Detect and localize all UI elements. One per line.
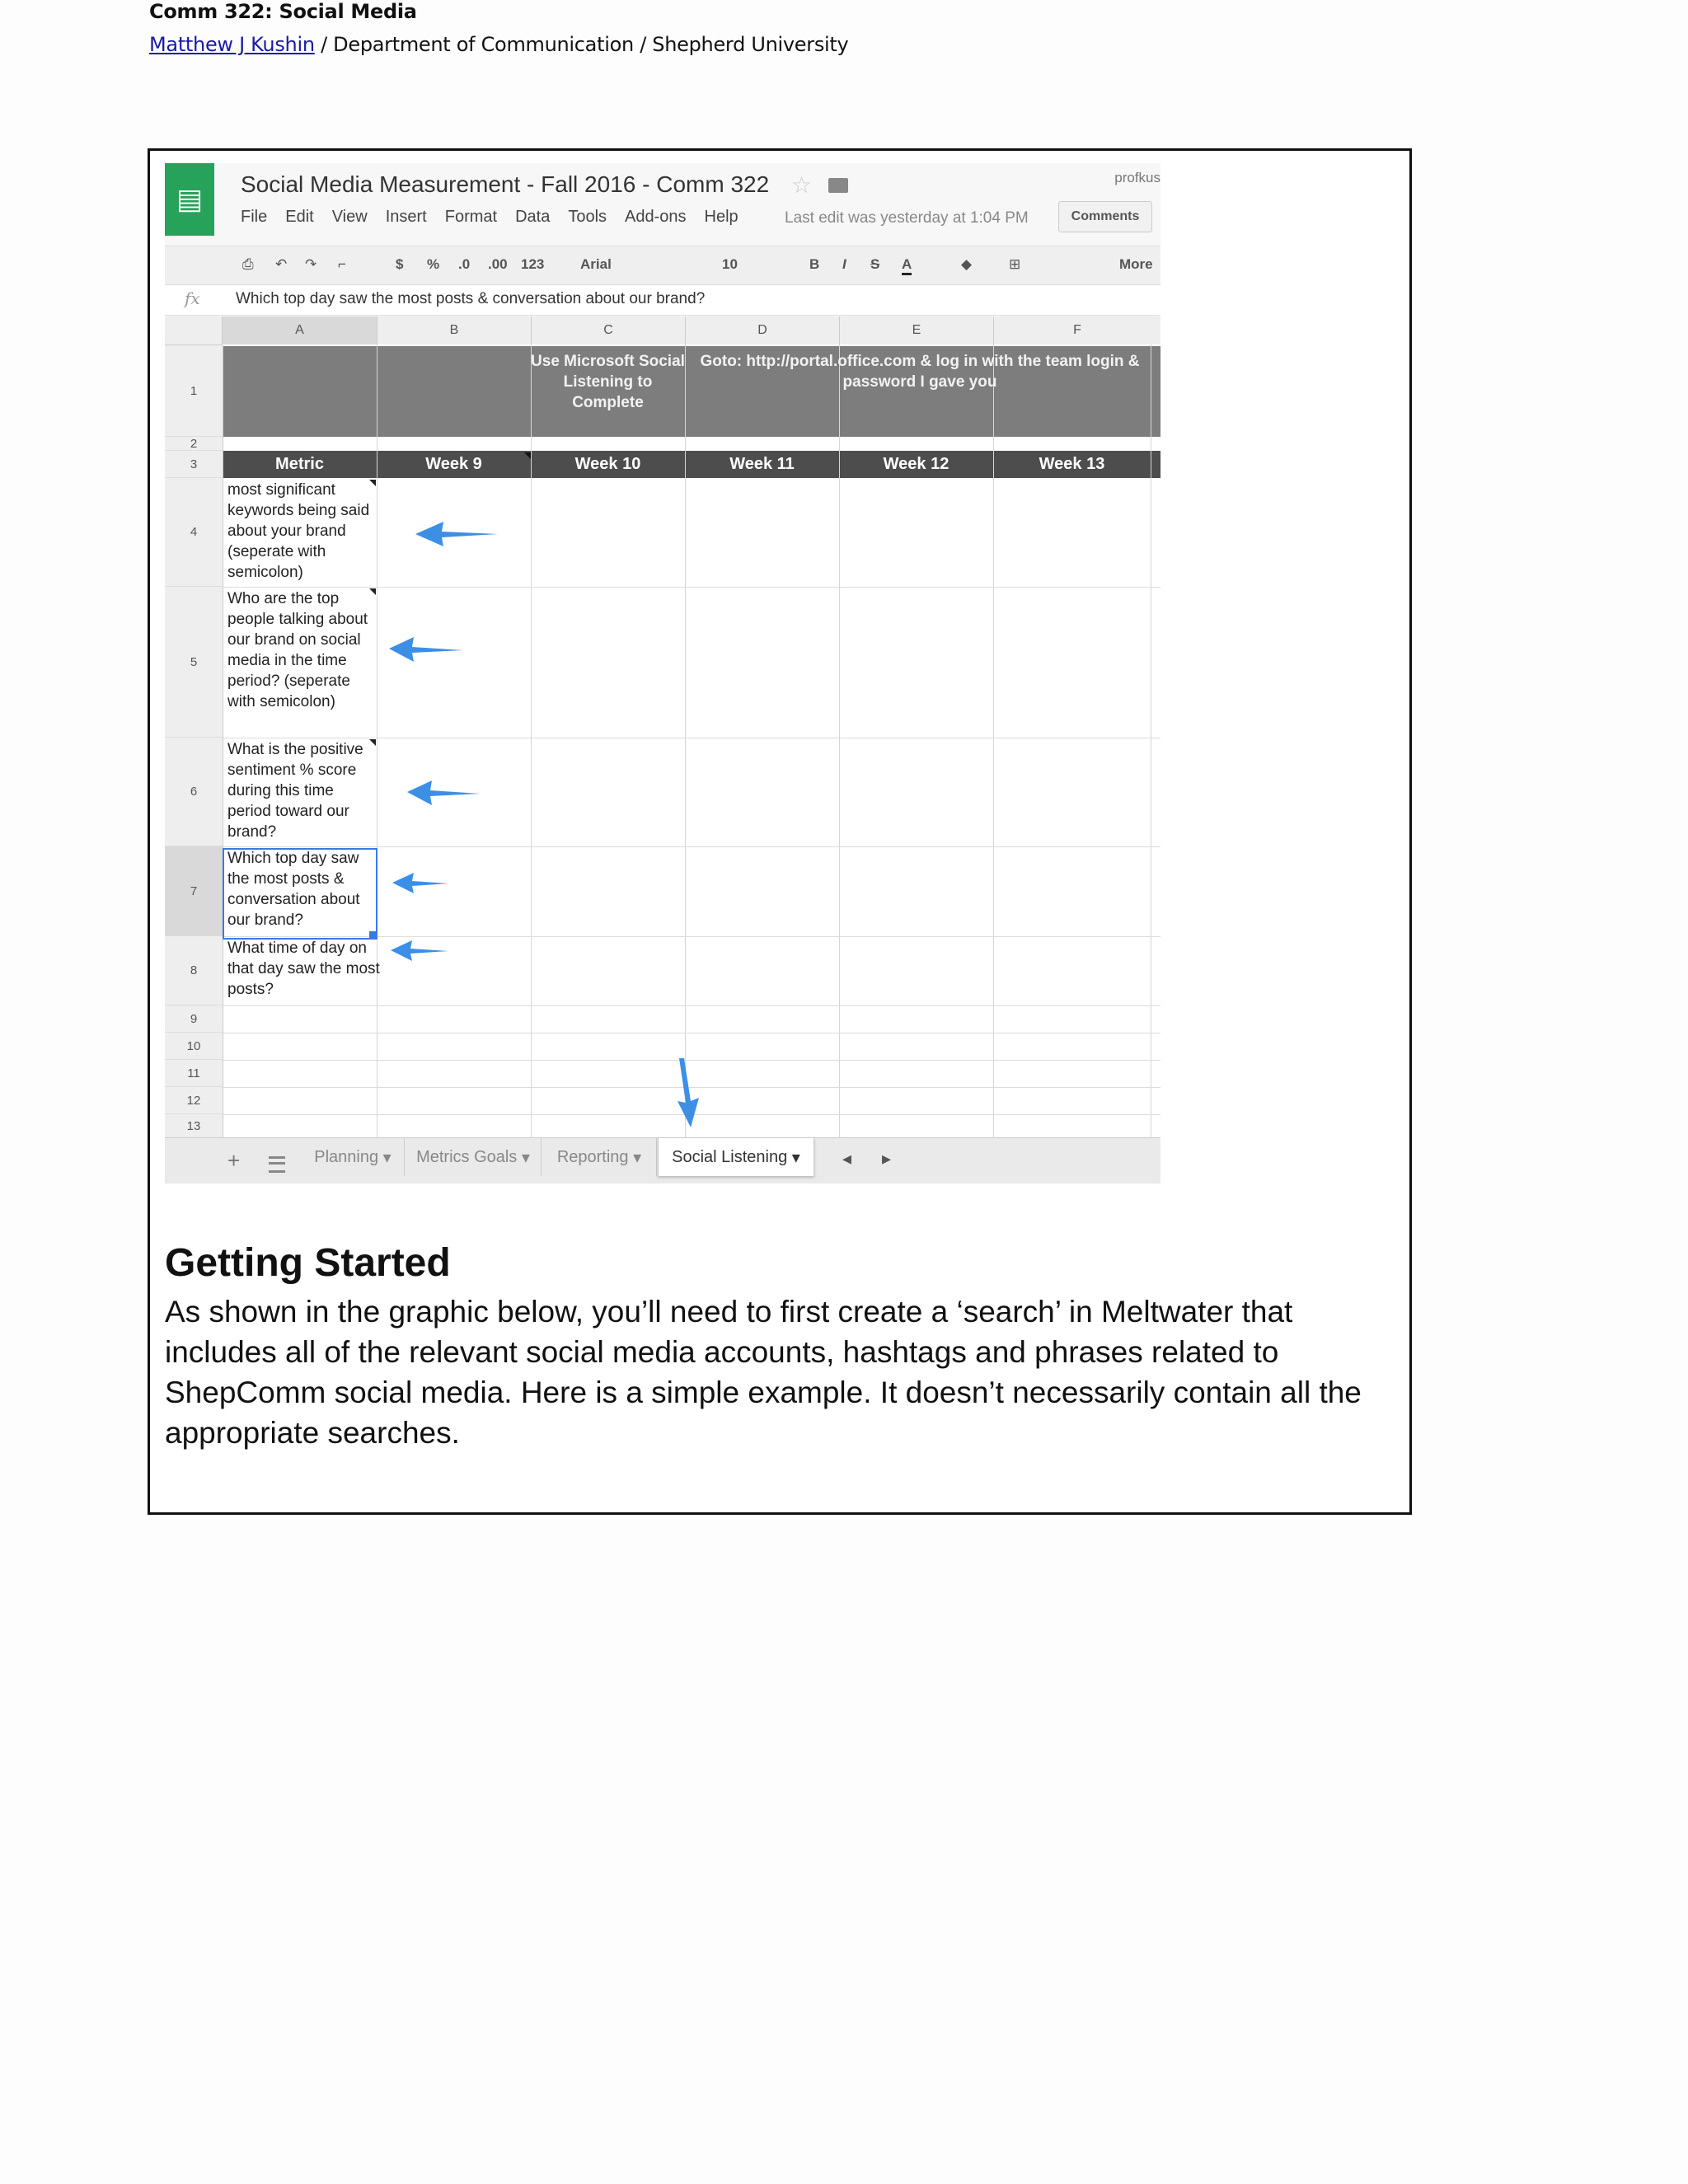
more-button: More [1119,256,1153,272]
print-icon: ⎙ [242,256,254,272]
sheet-doc-title: Social Media Measurement - Fall 2016 - Comm 322 [241,171,770,197]
menu-view: View [331,208,368,226]
decimal-less-button: .0 [458,256,471,272]
folder-icon [828,178,848,193]
note-microsoft-listening: Use Microsoft Social Listening to Complete [531,353,685,411]
column-header-c: C [532,316,686,345]
row-header: 5 [165,587,223,738]
tab-metrics-goals: Metrics Goals ▾ [406,1138,542,1176]
comment-marker [524,452,531,459]
row-header: 12 [165,1087,223,1114]
byline [149,25,848,64]
menu-help: Help [704,208,738,226]
menu-format: Format [444,208,498,226]
function-icon: fx [185,288,200,308]
fill-handle [369,931,376,938]
metric-cell: Who are the top people talking about our brand on social media in the time period? (seperate with semicolon) [227,590,368,710]
row-header: 1 [165,345,223,437]
tab-label: Planning [314,1147,379,1166]
sheet-list-icon [269,1156,285,1173]
column-header-b: B [377,316,532,345]
section-body: As shown in the graphic below, you’ll need to first create a ‘search’ in Meltwater that includes all of the relevant social media accounts, hashtags and phrases related to ShepComm social media. Here is a simple example. It doesn’t necessarily contain all the appropriate searches. [165,1295,1362,1450]
column-header-e: E [840,316,994,345]
header-cell-week-9: Week 9 [425,455,482,473]
spreadsheet-screenshot [165,163,1160,1183]
header-cell-week-12: Week 12 [883,455,950,473]
row-header: 9 [165,1005,223,1033]
bold-button: B [809,256,820,272]
tab-label: Metrics Goals [416,1147,518,1166]
paint-format-icon: ⌐ [338,256,346,272]
text-color-button: A [902,256,912,275]
tab-scroll-right-icon: ▸ [882,1148,892,1169]
row-header: 6 [165,738,223,846]
spreadsheet-logo-icon: ▤ [165,163,214,236]
undo-icon: ↶ [275,256,288,272]
strike-button: S [870,256,880,272]
menu-file: File [241,208,268,226]
content-box [148,148,1412,1515]
arrow-left-icon [412,513,501,553]
toolbar [165,246,1160,285]
sheet-tabs-bar [165,1137,1160,1183]
menu-bar [241,208,738,227]
tab-label: Reporting [556,1147,629,1166]
selected-cell-outline [223,848,377,940]
menu-data: Data [515,208,551,226]
select-all-corner [165,316,223,345]
redo-icon: ↷ [305,256,317,272]
font-select: Arial [580,256,612,272]
tab-social-listening: Social Listening ▾ [658,1138,814,1176]
tab-label: Social Listening [672,1147,788,1166]
grid-line [223,1005,1160,1006]
note-portal-login: Goto: http://portal.office.com & log in with the team login & password I gave you [700,353,1140,391]
row-header: 3 [165,451,223,478]
menu-tools: Tools [568,208,607,226]
italic-button: I [842,256,846,272]
formula-bar [165,285,1160,316]
document-header [149,0,848,64]
account-name: profkus [1114,170,1160,185]
tab-reporting: Reporting ▾ [542,1138,657,1176]
last-edit-text: Last edit was yesterday at 1:04 PM [785,209,1029,227]
header-cell-week-13: Week 13 [1039,455,1105,473]
header-cell-week-11: Week 11 [729,455,795,473]
metric-cell: What is the positive sentiment % score during this time period toward our brand? [227,741,363,841]
author-link[interactable]: Matthew J Kushin [149,33,315,56]
formula-text: Which top day saw the most posts & conversation about our brand? [236,290,706,307]
arrow-down-icon [668,1055,709,1131]
arrow-left-icon [387,934,452,967]
metric-cell: most significant keywords being said about your brand (seperate with semicolon) [227,481,370,581]
add-sheet-icon: + [227,1148,241,1173]
row-header: 7 [165,846,223,936]
menu-edit: Edit [285,208,314,226]
section-heading: Getting Started [165,1241,451,1285]
borders-icon: ⊞ [1009,256,1021,272]
column-header-f: F [994,316,1160,345]
comments-button: Comments [1058,201,1152,232]
fill-color-icon: ◆ [961,256,973,272]
metric-cell: What time of day on that day saw the most posts? [227,940,380,998]
department-text: / Department of Communication / Shepherd University [314,33,849,56]
grid-line [223,846,1160,847]
format-menu-button: 123 [521,256,545,272]
tab-scroll-left-icon: ◂ [842,1148,852,1169]
menu-insert: Insert [385,208,427,226]
metric-cell-selected: Which top day saw the most posts & conversation about our brand? [227,850,360,929]
arrow-left-icon [389,866,452,899]
column-header-d: D [686,316,840,345]
header-cell-week-10: Week 10 [574,455,641,473]
row-header: 4 [165,478,223,587]
font-size-select: 10 [722,256,738,272]
row-header: 8 [165,936,223,1005]
row-header: 13 [165,1114,223,1138]
row-header: 11 [165,1060,223,1087]
currency-button: $ [396,256,404,272]
grid-line [223,587,1160,588]
decimal-more-button: .00 [488,256,508,272]
tab-planning: Planning ▾ [302,1138,405,1176]
header-cell-metric: Metric [275,455,324,473]
arrow-left-icon [404,774,483,810]
arrow-left-icon [386,630,467,667]
course-title: Comm 322: Social Media [149,0,417,23]
row-header: 10 [165,1033,223,1060]
menu-addons: Add-ons [625,208,687,226]
column-header-a: A [223,316,377,345]
row-header: 2 [165,437,223,451]
percent-button: % [427,256,440,272]
star-icon: ☆ [791,172,813,198]
